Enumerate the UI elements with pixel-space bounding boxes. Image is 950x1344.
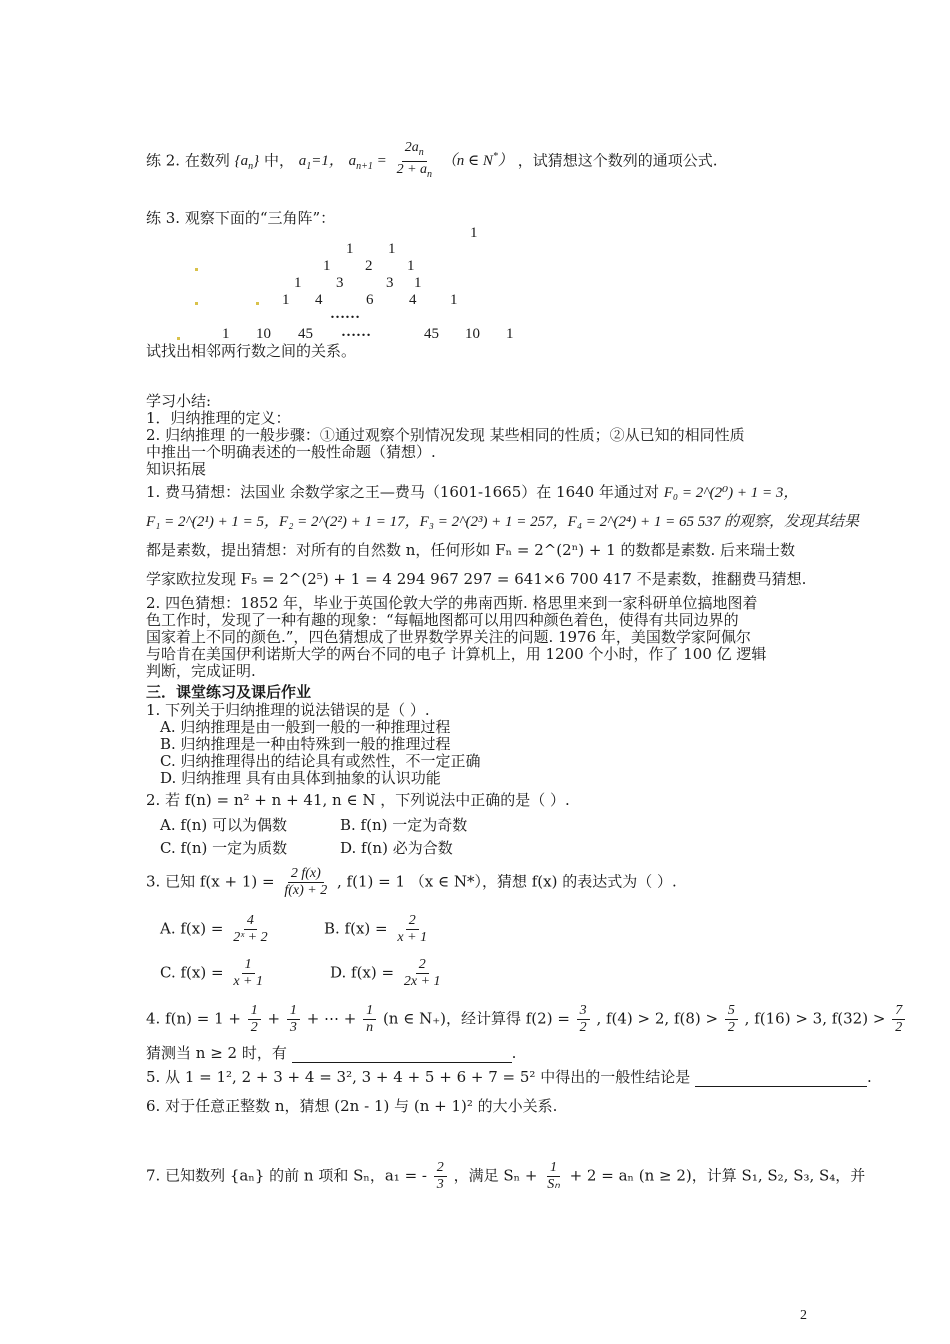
tri-cell: 3 xyxy=(336,275,344,291)
question-6: 6. 对于任意正整数 n，猜想 (2n - 1) 与 (n + 1)² 的大小关系. xyxy=(146,1097,558,1115)
fermat-line-4: 学家欧拉发现 F₅ = 2^(2⁵) + 1 = 4 294 967 297 = 641×6 700 417 不是素数，推翻费马猜想. xyxy=(146,570,807,588)
summary-item-2b: 中推出一个明确表述的一般性命题（猜想）. xyxy=(146,443,436,461)
fraction: $\frac{3}{2}$ xyxy=(577,1003,590,1036)
fraction: $\frac{2}{x + 1}$ xyxy=(397,913,428,945)
text: ，满足 Sₙ + xyxy=(453,1166,538,1185)
question-3 xyxy=(146,866,677,899)
fraction: $\frac{2 f(x)}{f(x) + 2}$ xyxy=(284,866,328,898)
question-4-conjecture xyxy=(146,1044,516,1063)
fermat-line-3: 都是素数，提出猜想：对所有的自然数 n，任何形如 Fₙ = 2^(2ⁿ) + 1 的数都是素数. 后来瑞士数 xyxy=(146,541,796,559)
tri-cell: 1 xyxy=(346,241,354,257)
page-number: 2 xyxy=(800,1308,807,1323)
text: 7. 已知数列 {aₙ} 的前 n 项和 Sₙ，a₁ = - xyxy=(146,1166,427,1185)
text: 3. 已知 f(x + 1) = xyxy=(146,872,275,891)
fraction: $\frac{1}{\text{Sₙ}}$ xyxy=(547,1160,560,1192)
text: . xyxy=(511,1044,517,1062)
text: 在数列 xyxy=(184,151,230,170)
tri-cell: 10 xyxy=(465,326,480,342)
tri-cell: 1 xyxy=(450,292,458,308)
text: , f(4) > 2, f(8) > xyxy=(596,1009,719,1028)
fraction: $\frac{4}{\text{2ˣ + 2}}$ xyxy=(233,913,268,945)
text: 5. 从 1 = 1², 2 + 3 + 4 = 3², 3 + 4 + 5 + 6 + 7 = 5² 中得出的一般性结论是 xyxy=(146,1068,691,1086)
tri-cell: 6 xyxy=(366,292,374,308)
summary-item-2a: 2. 归纳推理 的一般步骤：①通过观察个别情况发现 某些相同的性质；②从已知的相同性质 xyxy=(146,426,745,444)
answer-blank[interactable] xyxy=(292,1044,512,1063)
formula: F₀ = 2^(2⁰) + 1 = 3， xyxy=(663,485,799,501)
four-color-line-5: 判断，完成证明. xyxy=(146,662,256,680)
answer-blank[interactable] xyxy=(695,1068,867,1087)
option-3d xyxy=(330,957,446,990)
option-3b xyxy=(324,913,432,946)
fraction: $\frac{1}{n}$ xyxy=(363,1003,376,1036)
tri-cell: 2 xyxy=(365,258,373,274)
tri-cell: 1 xyxy=(414,275,422,291)
question-4 xyxy=(146,1003,907,1036)
question-7 xyxy=(146,1160,865,1193)
option-2a: A. f(n) 可以为偶数 xyxy=(160,816,288,834)
tri-cell: 1 xyxy=(323,258,331,274)
option-1b: B. 归纳推理是一种由特殊到一般的推理过程 xyxy=(160,735,451,753)
text: + ⋯ + xyxy=(306,1009,357,1028)
text: 猜测当 n ≥ 2 时，有 xyxy=(146,1044,287,1062)
text: B. f(x) = xyxy=(324,919,388,938)
tri-cell: 4 xyxy=(409,292,417,308)
text: A. f(x) = xyxy=(160,919,224,938)
fraction: $\frac{7}{2}$ xyxy=(892,1003,905,1036)
recurrence-fraction: $\frac{2a_n}{2 + a_n}$ xyxy=(396,140,433,180)
option-3c xyxy=(160,957,268,990)
exercise-2 xyxy=(146,140,717,183)
recurrence: $a_{n+1}$ = xyxy=(348,153,387,173)
text: . xyxy=(866,1068,872,1086)
four-color-line-2: 色工作时，发现了一种有趣的现象：“每幅地图都可以用四种颜色着色，使得有共同边界的 xyxy=(146,611,739,629)
summary-item-1: 1．归纳推理的定义： xyxy=(146,409,291,427)
tri-cell: 1 xyxy=(388,241,396,257)
four-color-line-4: 与哈肯在美国伊利诺斯大学的两台不同的电子 计算机上，用 1200 个小时，作了 100 亿 逻辑 xyxy=(146,645,767,663)
question-1: 1. 下列关于归纳推理的说法错误的是（ ）. xyxy=(146,701,430,719)
condition: （n ∈ N*） xyxy=(441,151,513,170)
text: 4. f(n) = 1 + xyxy=(146,1009,241,1028)
tri-cell: 1 xyxy=(282,292,290,308)
fermat-line-2: F₁ = 2^(2¹) + 1 = 5，F₂ = 2^(2²) + 1 = 17，F₃ = 2^(2³) + 1 = 257，F₄ = 2^(2⁴) + 1 = 65 537 的观察，发现其结果 xyxy=(146,514,859,530)
scan-artifact xyxy=(256,302,259,305)
text: ，试猜想这个数列的通项公式. xyxy=(517,151,718,170)
question-2: 2. 若 f(n) = n² + n + 41, n ∈ N ，下列说法中正确的是（ ）. xyxy=(146,791,570,809)
summary-title: 学习小结: xyxy=(146,392,212,410)
tri-cell: 1 xyxy=(407,258,415,274)
text: D. f(x) = xyxy=(330,963,395,982)
text: 中， xyxy=(263,151,294,170)
exercise-3-label: 练 3. 观察下面的“三角阵”： xyxy=(146,209,336,227)
exercise-3-question: 试找出相邻两行数之间的关系。 xyxy=(146,342,357,360)
tri-cell: 3 xyxy=(386,275,394,291)
tri-ellipsis: …… xyxy=(341,324,371,340)
tri-cell: 45 xyxy=(298,326,313,342)
a1-term: $a_1=1$， xyxy=(298,153,344,173)
exercise-label: 练 2. xyxy=(146,151,181,170)
text: , f(1) = 1 （x ∈ N*），猜想 f(x) 的表达式为（ ）. xyxy=(337,872,677,891)
option-1d: D. 归纳推理 具有由具体到抽象的认识功能 xyxy=(160,769,441,787)
option-1a: A. 归纳推理是由一般到一般的一种推理过程 xyxy=(160,718,451,736)
text: , f(16) > 3, f(32) > xyxy=(744,1009,886,1028)
fermat-line-1 xyxy=(146,483,798,502)
tri-cell: 1 xyxy=(294,275,302,291)
tri-ellipsis: …… xyxy=(330,306,360,322)
extension-title: 知识拓展 xyxy=(146,460,207,478)
text: (n ∈ N₊)，经计算得 f(2) = xyxy=(382,1009,570,1028)
scan-artifact xyxy=(195,302,198,305)
four-color-line-1: 2. 四色猜想：1852 年，毕业于英国伦敦大学的弗南西斯. 格思里来到一家科研单位搞地图着 xyxy=(146,594,758,612)
fraction: $\frac{1}{3}$ xyxy=(287,1003,300,1036)
four-color-line-3: 国家着上不同的颜色.”，四色猜想成了世界数学界关注的问题. 1976 年，美国数学家阿佩尔 xyxy=(146,628,751,646)
fraction: $\frac{5}{2}$ xyxy=(725,1003,738,1036)
fraction: $\frac{1}{x + 1}$ xyxy=(233,957,263,989)
text: + 2 = aₙ (n ≥ 2)，计算 S₁, S₂, S₃, S₄，并 xyxy=(569,1166,866,1185)
option-2d: D. f(n) 必为合数 xyxy=(340,839,453,857)
seq-symbol: $\{a_n\}$ xyxy=(234,153,260,173)
text: 1. 费马猜想：法国业 余数学家之王—费马（1601-1665）在 1640 年通过对 xyxy=(146,483,664,501)
tri-cell: 1 xyxy=(506,326,514,342)
section-title: 三．课堂练习及课后作业 xyxy=(146,683,312,701)
fraction: $\frac{2}{3}$ xyxy=(434,1160,447,1193)
scan-artifact xyxy=(177,337,180,340)
tri-cell: 10 xyxy=(256,326,271,342)
tri-cell: 45 xyxy=(424,326,439,342)
tri-cell: 4 xyxy=(315,292,323,308)
tri-cell: 1 xyxy=(222,326,230,342)
option-3a xyxy=(160,913,273,946)
option-2c: C. f(n) 一定为质数 xyxy=(160,839,288,857)
text: C. f(x) = xyxy=(160,963,224,982)
option-2b: B. f(n) 一定为奇数 xyxy=(340,816,468,834)
scan-artifact xyxy=(195,268,198,271)
question-5 xyxy=(146,1068,872,1087)
text: + xyxy=(267,1009,281,1028)
tri-cell: 1 xyxy=(470,225,478,241)
fraction: $\frac{2}{2x + 1}$ xyxy=(403,957,441,989)
option-1c: C. 归纳推理得出的结论具有或然性，不一定正确 xyxy=(160,752,481,770)
fraction: $\frac{1}{2}$ xyxy=(248,1003,261,1036)
